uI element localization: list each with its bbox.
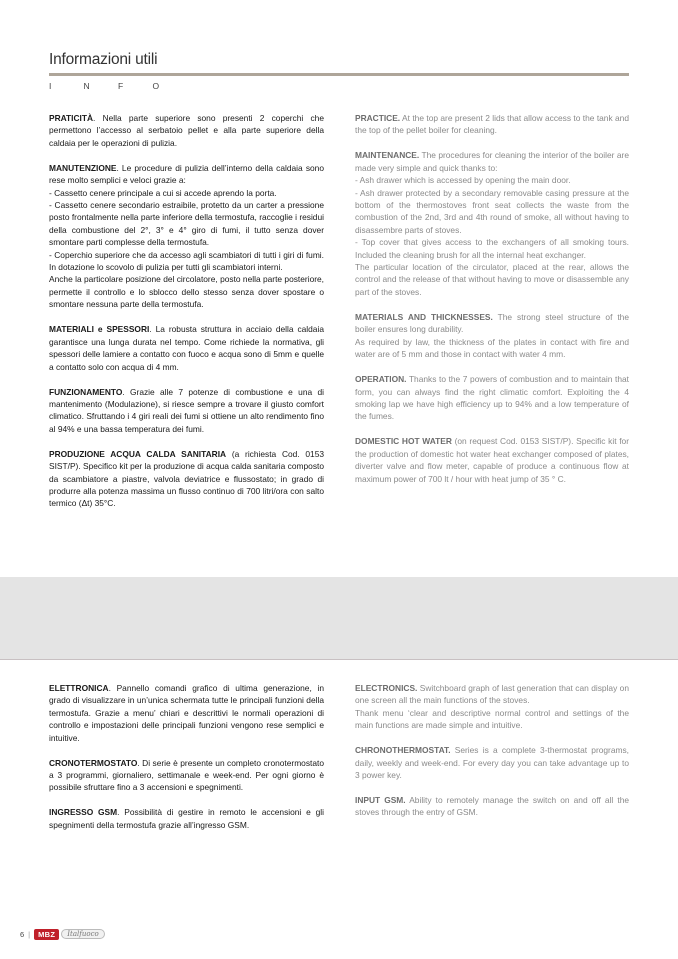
info-letter: N [83, 81, 90, 91]
paragraph-heading: ELETTRONICA [49, 683, 109, 693]
paragraph [49, 386, 324, 436]
paragraph-text: Thanks to the 7 powers of combustion and to maintain that form, you can always find the right climatic comfort. Exploiting the 4 smoking lap we have high efficiency up to 94% and a low temperature of the fumes. [355, 374, 629, 422]
paragraph-heading: CRONOTERMOSTATO [49, 757, 138, 768]
paragraph-text: . Pannello comandi grafico di ultima generazione, in grado di visualizzare in un’unica schermata tutte le principali funzioni della termostufa. Grazie a menu’ chiari e descrittivi le normali operazioni di controllo e impostazioni delle principali funzioni vengono rese semplici e intuitive. [49, 683, 324, 743]
paragraph-heading: OPERATION. [355, 374, 407, 385]
paragraph-text: (a richiesta Cod. 0153 SIST/P). Specifico kit per la produzione di acqua calda sanitaria composto da scambiatore a piastre, valvola deviatrice e flussostato; in grado di produrre alla potenza massima un flusso continuo di 700 litri/ora con salto termico (Δt) 35°C. [49, 448, 325, 509]
paragraph-text: (on request Cod. 0153 SIST/P). Specific kit for the production of domestic hot water heat exchanger composed of plates, diverter valve and flow meter, capable of produce a continuous flow at maximum power of 700 lt / hour with heat jump of 35 ° C. [355, 436, 629, 484]
paragraph-heading: MAINTENANCE. [355, 150, 420, 161]
english-column-bottom [355, 682, 629, 831]
paragraph-heading: CHRONOTHERMOSTAT. [355, 745, 451, 756]
paragraph-heading: MATERIALI e SPESSORI [49, 324, 150, 335]
paragraph-text: . Possibilità di gestire in remoto le accensioni e gli spegnimenti della termostufa grazie all’ingresso GSM. [49, 807, 324, 830]
band-divider [0, 659, 678, 660]
italian-column-bottom [49, 682, 324, 844]
paragraph [355, 112, 629, 137]
paragraph-heading: MANUTENZIONE [49, 162, 117, 173]
paragraph [49, 448, 324, 510]
gray-image-band [0, 577, 678, 659]
paragraph-heading: DOMESTIC HOT WATER [355, 436, 452, 447]
page-number: 6 [20, 929, 25, 939]
paragraph [49, 323, 324, 373]
italian-column-top [49, 112, 324, 522]
footer-separator: | [28, 929, 31, 939]
page-title: Informazioni utili [49, 51, 158, 68]
paragraph-text: . Di serie è presente un completo cronotermostato a 3 programmi, giornaliero, settimanale e week-end. Per ogni giorno è possibile sfruttare fino a 3 accensioni e spegnimenti. [49, 757, 324, 793]
info-letter: I [49, 81, 52, 91]
paragraph-heading: INPUT GSM. [355, 795, 406, 806]
page-footer [20, 927, 105, 941]
paragraph [355, 311, 629, 361]
paragraph [49, 757, 324, 794]
paragraph-text: Series is a complete 3-thermostat programs, daily, weekly and week-end. For every day you can take advantage up to 3 power key. [355, 745, 629, 781]
paragraph-text: The strong steel structure of the boiler ensures long durability. As required by law, the thickness of the plates in contact with fire and water are of 5 mm and those in contact with water 4 mm. [355, 311, 630, 360]
info-letter: F [118, 81, 124, 91]
paragraph [49, 112, 324, 149]
paragraph-heading: MATERIALS AND THICKNESSES. [355, 311, 493, 322]
info-letter: O [152, 81, 160, 91]
paragraph [355, 435, 629, 485]
paragraph-text: At the top are present 2 lids that allow access to the tank and the top of the pellet boiler for cleaning. [355, 113, 629, 136]
paragraph-heading: PRATICITÀ [49, 113, 94, 123]
paragraph-heading: ELECTRONICS. [355, 683, 418, 693]
brand-logo-text: MBZ [34, 929, 59, 940]
paragraph [355, 794, 629, 819]
paragraph-heading: PRACTICE. [355, 113, 401, 123]
english-column-top [355, 112, 629, 498]
brand-logo-script: Italfuoco [61, 929, 104, 939]
paragraph-text: Switchboard graph of last generation that can display on one screen all the main functions of the stoves. Thank menu ‘clear and descriptive normal control and settings of the main functions are made simple and intuitive. [355, 683, 629, 731]
paragraph-heading: FUNZIONAMENTO [49, 386, 123, 397]
paragraph-text: . Nella parte superiore sono presenti 2 coperchi che permettono l’accesso al serbatoio pellet e alla parte superiore della caldaia per le operazioni di pulizia. [49, 113, 324, 148]
paragraph-text: . La robusta struttura in acciaio della caldaia garantisce una lunga durata nel tempo. Come richiede la normativa, gli spessori delle lamiere a contatto con fuoco e acqua sono di 5mm e quelle a contatto solo con acqua di 4 mm. [49, 324, 324, 372]
paragraph-text: Ability to remotely manage the switch on and off all the stoves through the entry of GSM. [355, 795, 630, 818]
title-rule [49, 73, 629, 76]
paragraph [49, 162, 324, 311]
paragraph-text: . Grazie alle 7 potenze di combustione e una di mantenimento (Modulazione), si riesce sempre a trovare il giusto comfort climatico. Sfruttando i 4 giri reali dei fumi si ottiene un alto rendimento fino al 94% e una bassa temperatura dei fumi. [49, 386, 324, 434]
paragraph-heading: PRODUZIONE ACQUA CALDA SANITARIA [49, 448, 227, 459]
paragraph-text: The procedures for cleaning the interior of the boiler are made very simple and quick thanks to: - Ash drawer which is accessed by opening the main door. - Ash drawer protected by a secondary removable casing pressure at the bottom of the thermostoves front seat collects the waste from the combustion of the 2nd, 3rd and 4th round of smoke, all without having to disassembre parts of stoves. - Top cover that gives access to the exchangers of all smoking tours. Included the cleaning brush for all the internal heat exchanger. The particular location of the circulator, placed at the rear, allows the control and the release of that without having to move or disassemble any part of the stoves. [355, 150, 629, 297]
brand-logo [34, 927, 105, 941]
info-label [49, 81, 187, 91]
paragraph [49, 682, 324, 744]
paragraph [355, 149, 629, 298]
paragraph [355, 682, 629, 732]
paragraph [49, 806, 324, 831]
paragraph [355, 373, 629, 423]
paragraph-heading: INGRESSO GSM [49, 807, 118, 818]
paragraph-text: . Le procedure di pulizia dell’interno della caldaia sono rese molto semplici e veloci grazie a: - Cassetto cenere principale a cui si accede aprendo la porta. - Cassetto cenere secondario estraibile, protetto da un carter a pressione posto frontalmente nella parte inferiore della termostufa, raccoglie i residui della combustione del 2°, 3° e 4° giro di fumi, il tutto senza dover smontare parti complesse della termostufa. - Coperchio superiore che da accesso agli scambiatori di tutti i giri di fumi. In dotazione lo scovolo di pulizia per tutti gli scambiatori interni. Anche la particolare posizione del circolatore, posto nella parte posteriore, permette il controllo e lo sblocco dello stesso senza dover spostare o smontare nessuna parte della termostufa. [49, 162, 324, 310]
paragraph [355, 744, 629, 781]
